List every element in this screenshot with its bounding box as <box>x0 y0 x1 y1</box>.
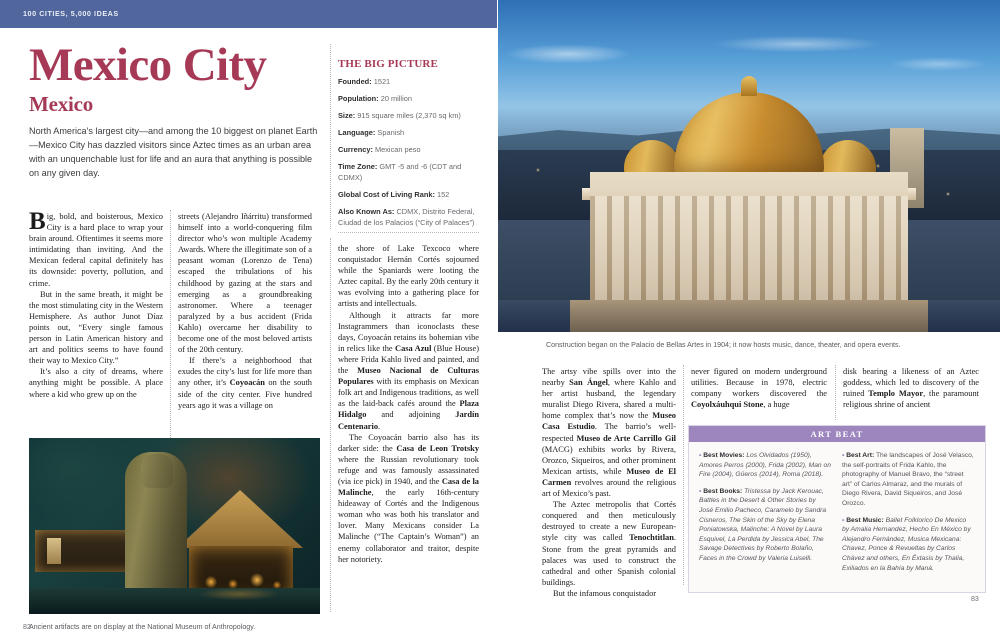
paragraph <box>338 310 479 432</box>
city-title: Mexico City <box>29 39 267 91</box>
paragraph-text: . Stone from the great pyramids and palaces was used to construct the cathedral and other Spanish colonial buildings. <box>542 533 676 587</box>
art-beat-column-right <box>842 451 974 580</box>
field-value: CDMX, Distrito Federal, Ciudad de los Palacios (“City of Palaces”) <box>338 207 475 227</box>
photo-layer-base <box>570 300 928 332</box>
paragraph-text: revolves around the religious art of Mexico’s past. <box>542 477 676 499</box>
paragraph <box>542 366 676 499</box>
paragraph: streets (Alejandro Iñárritu) transformed himself into a world-conquering film director who’s won multiple Academy Awards. Where the illegitimate son of a peasant woman (Lorenzo de Tena) escaped the tribulations of his childhood by gazing at the stars and emerging as a groundbreaking astronomer. Where a teenager paralyzed by a bus accident (Frida Kahlo) overcame her disability to become one of the most beloved artists of the 20th century. <box>178 212 312 355</box>
paragraph: But in the same breath, it might be the most stimulating city in the Western Hemisphere. As author Junot Díaz points out, “Every single famous person in Latin American history and art and politics seems to have found their way to Mexico City.” <box>29 289 163 366</box>
big-picture-heading: THE BIG PICTURE <box>338 58 438 70</box>
place-name: Plaza Hidalgo <box>338 399 479 420</box>
right-page <box>498 0 1000 640</box>
big-picture-row-timezone <box>338 162 478 183</box>
caption-palacio: Construction began on the Palacio de Bellas Artes in 1904; it now hosts music, dance, theater, and opera events. <box>546 341 901 349</box>
paragraph-text: , a huge <box>763 400 790 410</box>
paragraph-text: The Aztec metropolis that Cortés conquered and then meticulously destroyed to create a new European-style city was called <box>542 500 676 543</box>
field-label: Founded: <box>338 77 372 86</box>
big-picture-row-founded <box>338 77 478 88</box>
column-divider-6 <box>835 365 836 420</box>
art-beat-column-left <box>699 451 831 580</box>
bullet-icon: • <box>842 516 845 524</box>
paragraph <box>338 432 479 565</box>
field-label: Time Zone: <box>338 162 378 172</box>
field-value: Mexican peso <box>372 145 421 155</box>
place-name: San Ángel <box>569 378 608 388</box>
field-label: Language: <box>338 128 376 138</box>
paragraph <box>178 355 312 410</box>
place-name: Coyolxáuhqui Stone <box>691 400 764 410</box>
deck-paragraph: North America's largest city—and among the 10 biggest on planet Earth—Mexico City has dazzled visitors since Aztec times as an urban area with an unquenchable lust for life and an aura that anything is possible on any given day. <box>29 126 318 179</box>
paragraph: But the infamous conquistador <box>553 588 657 598</box>
sidebar-divider-vertical <box>330 44 331 229</box>
paragraph-text: disk bearing a likeness of an Aztec goddess, which led to discovery of the ruined <box>843 367 979 399</box>
drop-cap: B <box>29 208 46 235</box>
paragraph-text: The Coyoacán barrio also has its darker side: the <box>338 432 479 453</box>
column-divider-3 <box>330 238 331 612</box>
paragraph-text: never figured on modern underground utilities. Because in 1978, electric company workers discovered the <box>691 367 827 399</box>
art-beat-item-best-movies <box>699 451 831 480</box>
field-label: Also Known As: <box>338 207 395 217</box>
item-text: The landscapes of José Velasco, the self-portraits of Frida Kahlo, the photography of Manuel Bravo, the “street art” of Carlos Almaraz, and the murals of Diego Rivera, David Siqueiros, and José Orozco. <box>842 452 974 507</box>
item-text: Ballet Folklorico De Mexico by Amalia Hernandez, Hecho En México by Alejandro Fernández, Musica Mexicana: Chavez, Ponce & Revueltas by Carlos Chávez and others, En Éxtasis by Thalia, Exiliados en la Bahía by Maná. <box>842 516 971 572</box>
photo-layer-main-dome <box>674 92 824 178</box>
art-beat-header <box>689 426 985 442</box>
item-text: Los Olvidados (1950), Amores Perros (2000), Frida (2002), Man on Fire (2004), Güeros (2014), Roma (2018). <box>699 452 831 479</box>
field-value: 1521 <box>371 77 391 86</box>
paragraph-text: (MACG) exhibits works by Rivera, Orozco, Siqueiros, and other prominent Mexican artists, while <box>542 444 676 476</box>
column-divider-5 <box>683 365 684 585</box>
paragraph-text: . The barrio’s well-respected <box>542 422 676 443</box>
paragraph: the shore of Lake Texcoco where conquistador Hernán Cortés sojourned while the Spaniards were looting the Aztec capital. By the early 20th century it was evolving into a gathering place for artists and intellectuals. <box>338 244 479 309</box>
big-picture-row-language <box>338 128 478 139</box>
photo-layer-floor-reflection <box>179 588 299 608</box>
paragraph <box>29 208 163 289</box>
paragraph-text: where the Russian revolutionary took refuge and was famously assassinated (via ice pick) in 1940, and the <box>338 454 479 486</box>
photo-layer-statue-head <box>141 454 173 488</box>
field-value: GMT -5 and -6 (CDT and CDMX) <box>338 162 462 183</box>
paragraph-text: . <box>378 421 381 431</box>
folio-left: 82 <box>23 624 31 631</box>
body-column-4 <box>542 366 676 599</box>
place-name: Jardín Centenario <box>338 410 479 431</box>
field-label: Global Cost of Living Rank: <box>338 190 435 200</box>
place-name: Templo Mayor <box>868 389 924 399</box>
art-beat-heading: ART BEAT <box>810 429 864 439</box>
art-beat-item-best-art <box>842 451 974 509</box>
body-column-5 <box>691 366 827 410</box>
place-name: Museo Casa Estudio <box>542 411 676 432</box>
item-label: Best Music: <box>846 516 884 524</box>
paragraph-text: ig, bold, and boisterous, Mexico City is a hard place to wrap your brain around. Oftentimes it seems more intimidating than inviting. And the Mexican federal capital definitely has its downside: poverty, pollution, and crime. <box>29 212 163 288</box>
field-value: 20 million <box>378 94 412 104</box>
paragraph <box>843 366 979 410</box>
field-value: Spanish <box>375 128 405 138</box>
paragraph-text: , the early 16th-century hideaway of Cortés and the Indigenous woman who was both his translator and lover. Many Mexicans consider La Malinche (“The Captain’s Woman”) an enemy collaborator and traitor, despite her notoriety. <box>338 488 479 564</box>
photo-palacio-de-bellas-artes <box>498 0 1000 332</box>
running-head-text: 100 CITIES, 5,000 IDEAS <box>23 9 119 18</box>
field-label: Size: <box>338 111 356 121</box>
art-beat-box <box>688 425 986 593</box>
field-value: 915 square miles (2,370 sq km) <box>355 111 461 121</box>
item-label: Best Art: <box>846 452 875 459</box>
photo-national-museum-anthropology <box>29 438 320 614</box>
place-name: Coyoacán <box>229 378 265 388</box>
bullet-icon: • <box>699 452 702 459</box>
field-value: 152 <box>434 190 450 200</box>
place-name: Museo de Arte Carrillo Gil <box>576 433 676 443</box>
caption-anthropology: Ancient artifacts are on display at the National Museum of Anthropology. <box>29 623 256 631</box>
folio-right: 83 <box>971 596 979 603</box>
item-text: Tristessa by Jack Kerouac, Battles in the Desert & Other Stories by José Emilio Pacheco, Caramelo by Sandra Cisneros, The Skin of the Sky by Elena Poniatowska, Malinche: A Novel by Laura Esquivel, La Perdida by Jessica Abel, The Savage Detectives by Roberto Bolaño, Faces in the Crowd by Valeria Luiselli. <box>699 487 827 562</box>
body-column-3 <box>338 243 479 565</box>
page-title <box>29 39 319 116</box>
paragraph-text: If there’s a neighborhood that exudes the city’s lust for life more than any other, it’s <box>178 356 312 388</box>
art-beat-item-best-books <box>699 487 831 564</box>
item-label: Best Books: <box>703 487 743 495</box>
body-column-1 <box>29 208 163 400</box>
body-column-6 <box>843 366 979 410</box>
place-name: Casa de Leon Trotsky <box>396 443 480 453</box>
big-picture-row-population <box>338 94 478 105</box>
big-picture-row-currency <box>338 145 478 156</box>
body-column-2 <box>178 211 312 411</box>
art-beat-body <box>689 442 985 580</box>
paragraph: It’s also a city of dreams, where anything might be possible. A place where a kid who grew up on the <box>29 367 163 399</box>
paragraph-text: with its emphasis on Mexican folk art and Indigenous traditions, as well as the laid-back cafés around the <box>338 377 479 409</box>
paragraph <box>542 499 676 588</box>
field-label: Currency: <box>338 145 373 155</box>
big-picture-sidebar <box>338 58 478 235</box>
left-page <box>0 28 497 640</box>
big-picture-row-cost-of-living <box>338 190 478 201</box>
country-title: Mexico <box>29 92 94 116</box>
place-name: Casa de la Malinche <box>338 476 479 498</box>
paragraph-text: , the paramount religious shrine of ancient <box>843 389 979 410</box>
big-picture-row-also-known-as <box>338 207 478 228</box>
paragraph-text: (Blue House) where Frida Kahlo lived and painted, and the <box>338 343 479 376</box>
place-name: Museo Nacional de Culturas Populares <box>338 366 479 387</box>
paragraph-text: Although it attracts far more Instagrammers than iconoclasts these days, Coyoacán retains its bohemian vibe in relics like the <box>338 310 479 353</box>
bullet-icon: • <box>842 452 845 459</box>
art-beat-item-best-music <box>842 516 974 574</box>
big-picture-row-size <box>338 111 478 122</box>
place-name: Tenochtitlan <box>629 533 674 543</box>
running-head-band <box>0 0 497 28</box>
place-name: Casa Azul <box>395 343 432 353</box>
paragraph-text: The artsy vibe spills over into the nearby <box>542 367 676 388</box>
bullet-icon: • <box>699 487 702 495</box>
paragraph-text: , where Kahlo and her artist husband, the legendary muralist Diego Rivera, shared a multi-home complex that’s now the <box>542 378 676 421</box>
place-name: Museo de El Carmen <box>542 466 676 487</box>
item-label: Best Movies: <box>703 452 745 459</box>
paragraph-text: on the south side of the city center. Five hundred years ago it was a village on <box>178 378 312 410</box>
field-label: Population: <box>338 94 379 104</box>
paragraph <box>691 366 827 410</box>
paragraph-text: and adjoining <box>366 410 456 420</box>
